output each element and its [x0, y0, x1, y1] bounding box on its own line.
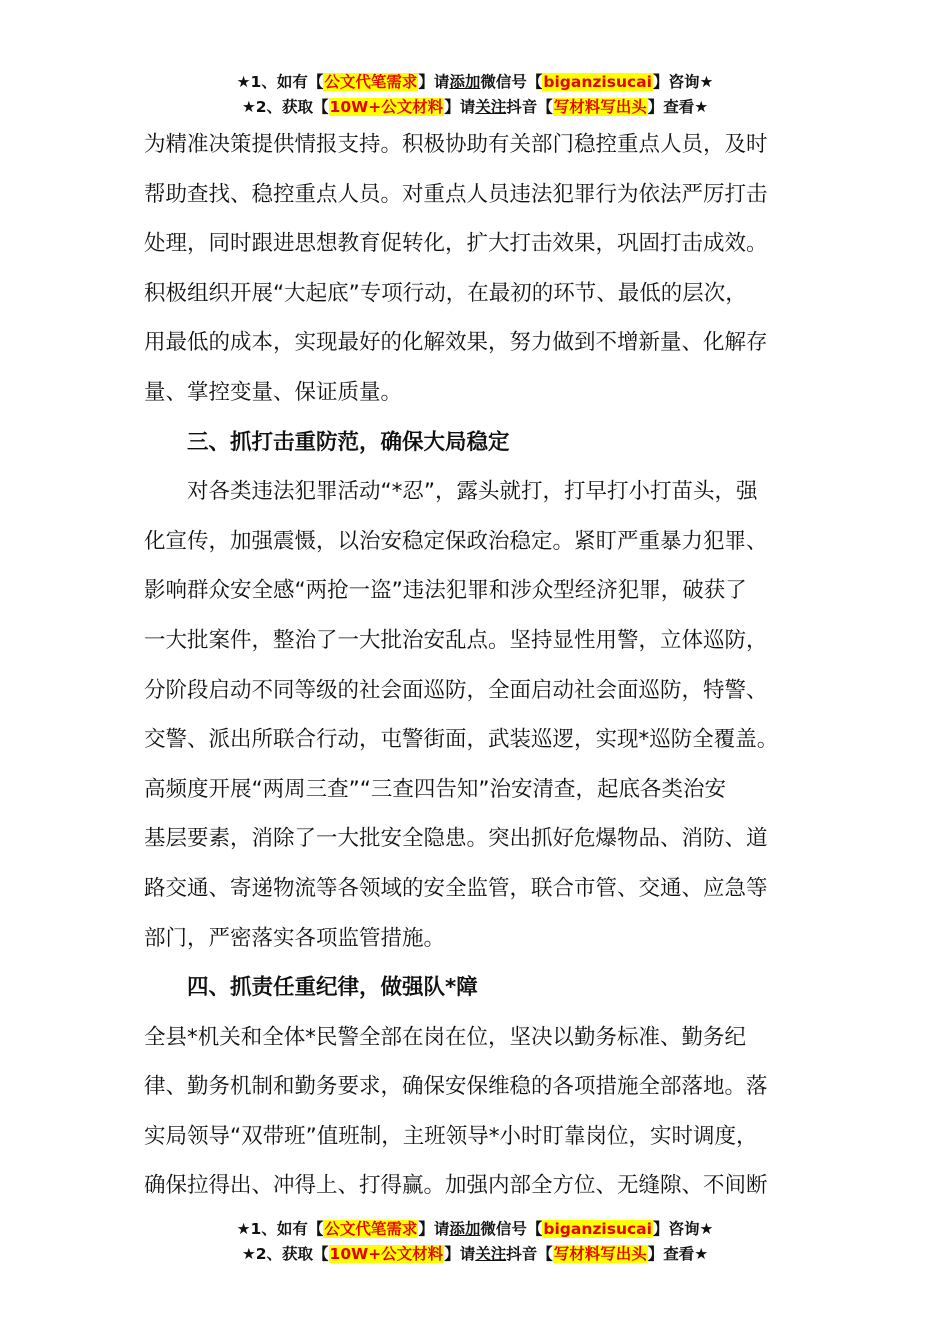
banner-highlight: 写材料写出头 — [553, 98, 647, 116]
banner-text: ★2、获取【 — [241, 1245, 329, 1263]
banner-text: ★2、获取【 — [241, 98, 329, 116]
header-banner — [0, 70, 950, 120]
banner-text: ★1、如有【 — [236, 1220, 324, 1238]
body-line: 路交通、寄递物流等各领域的安全监管，联合市管、交通、应急等 — [144, 875, 768, 901]
document-body — [144, 120, 808, 1211]
body-line: 部门，严密落实各项监管措施。 — [144, 925, 446, 951]
banner-line-2 — [0, 95, 950, 120]
banner-text: 抖音【 — [506, 1245, 553, 1263]
banner-text: 】查看★ — [647, 98, 709, 116]
banner-text: 微信号【 — [480, 73, 543, 91]
banner-line-1 — [0, 70, 950, 95]
banner-text: 抖音【 — [506, 98, 553, 116]
banner-highlight: 10W+公文材料 — [329, 1245, 444, 1263]
banner-line-2 — [0, 1242, 950, 1267]
body-line: 化宣传，加强震慑，以治安稳定保政治稳定。紧盯严重暴力犯罪、 — [144, 528, 768, 554]
body-line: 为精准决策提供情报支持。积极协助有关部门稳控重点人员，及时 — [144, 132, 768, 157]
body-line: 全县*机关和全体*民警全部在岗在位，坚决以勤务标准、勤务纪 — [144, 1024, 747, 1050]
banner-line-1 — [0, 1217, 950, 1242]
banner-underlined: 添加 — [449, 73, 481, 91]
body-line: 确保拉得出、冲得上、打得赢。加强内部全方位、无缝隙、不间断 — [144, 1173, 768, 1199]
body-line: 基层要素，消除了一大批安全隐患。突出抓好危爆物品、消防、道 — [144, 826, 768, 852]
body-line: 律、勤务机制和勤务要求，确保安保维稳的各项措施全部落地。落 — [144, 1074, 768, 1100]
body-line: 对各类违法犯罪活动“*忍”，露头就打，打早打小打苗头，强 — [187, 479, 758, 505]
section-heading-4: 四、抓责任重纪律，做强队*障 — [187, 975, 478, 1001]
banner-highlight: biganzisucai — [543, 73, 652, 91]
footer-banner — [0, 1217, 950, 1267]
banner-highlight: biganzisucai — [543, 1220, 652, 1238]
banner-text: 】请 — [444, 98, 476, 116]
body-line: 交警、派出所联合行动，屯警街面，武装巡逻，实现*巡防全覆盖。 — [144, 727, 779, 753]
body-line: 量、掌控变量、保证质量。 — [144, 379, 403, 405]
banner-underlined: 添加 — [449, 1220, 481, 1238]
section-heading-3: 三、抓打击重防范，确保大局稳定 — [187, 429, 510, 455]
body-line: 分阶段启动不同等级的社会面巡防，全面启动社会面巡防，特警、 — [144, 677, 768, 703]
banner-text: 】请 — [418, 73, 450, 91]
banner-underlined: 关注 — [475, 1245, 507, 1263]
body-line: 处理，同时跟进思想教育促转化，扩大打击效果，巩固打击成效。 — [144, 231, 768, 257]
banner-text: 】查看★ — [647, 1245, 709, 1263]
body-line: 影响群众安全感“两抢一盗”违法犯罪和涉众型经济犯罪，破获了 — [144, 578, 747, 604]
banner-text: 】请 — [418, 1220, 450, 1238]
body-line: 实局领导“双带班”值班制，主班领导*小时盯靠岗位，实时调度， — [144, 1123, 758, 1149]
banner-text: 】咨询★ — [652, 73, 714, 91]
banner-underlined: 关注 — [475, 98, 507, 116]
banner-text: ★1、如有【 — [236, 73, 324, 91]
banner-highlight: 写材料写出头 — [553, 1245, 647, 1263]
banner-text: 】咨询★ — [652, 1220, 714, 1238]
banner-highlight: 10W+公文材料 — [329, 98, 444, 116]
body-line: 积极组织开展“大起底”专项行动，在最初的环节、最低的层次， — [144, 280, 747, 306]
banner-text: 微信号【 — [480, 1220, 543, 1238]
banner-highlight: 公文代笔需求 — [324, 1220, 418, 1238]
body-line: 高频度开展“两周三查”“三查四告知”治安清查，起底各类治安 — [144, 776, 727, 802]
banner-highlight: 公文代笔需求 — [324, 73, 418, 91]
banner-text: 】请 — [444, 1245, 476, 1263]
body-line: 一大批案件，整治了一大批治安乱点。坚持显性用警，立体巡防， — [144, 627, 768, 653]
body-line: 用最低的成本，实现最好的化解效果，努力做到不增新量、化解存 — [144, 330, 768, 356]
body-line: 帮助查找、稳控重点人员。对重点人员违法犯罪行为依法严厉打击 — [144, 181, 768, 207]
